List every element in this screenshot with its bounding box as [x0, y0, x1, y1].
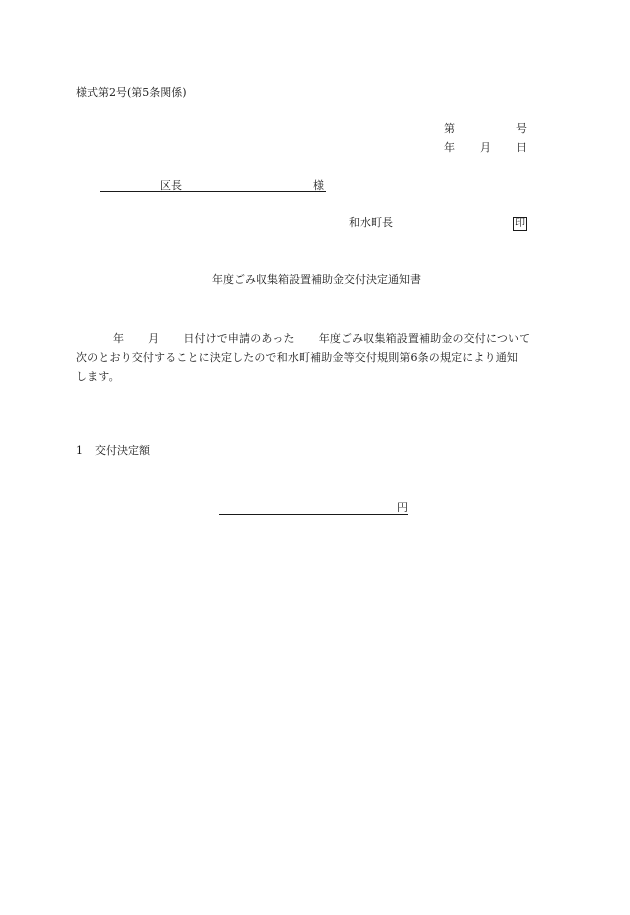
addressee-honorific: 様: [313, 179, 324, 192]
date-year-label: 年: [444, 141, 455, 154]
body-paragraph: [76, 329, 556, 386]
addressee-underline: [100, 191, 326, 192]
form-number: 様式第2号(第5条関係): [76, 86, 187, 99]
section-number: 1: [76, 444, 83, 457]
amount-underline: [219, 514, 408, 515]
body-year: 年: [113, 332, 125, 345]
body-line-3: します。: [76, 370, 120, 383]
body-line-2: 次のとおり交付することに決定したので和水町補助金等交付規則第6条の規定により通知: [76, 351, 518, 364]
body-date-text: 日付けで申請のあった: [183, 332, 295, 345]
date-day-label: 日: [516, 141, 527, 154]
sender-name: 和水町長: [349, 216, 393, 229]
section-heading: 交付決定額: [95, 444, 150, 457]
amount-unit: 円: [397, 501, 408, 514]
addressee-ward-head: 区長: [160, 179, 182, 192]
doc-number-prefix: 第: [444, 122, 455, 135]
body-line-1: [76, 329, 556, 348]
doc-number-suffix: 号: [516, 122, 527, 135]
body-month: 月: [148, 332, 160, 345]
body-subject-text: 年度ごみ収集箱設置補助金の交付について: [318, 332, 531, 345]
date-month-label: 月: [480, 141, 491, 154]
document-title: 年度ごみ収集箱設置補助金交付決定通知書: [212, 273, 421, 286]
seal-mark: 印: [515, 218, 525, 229]
